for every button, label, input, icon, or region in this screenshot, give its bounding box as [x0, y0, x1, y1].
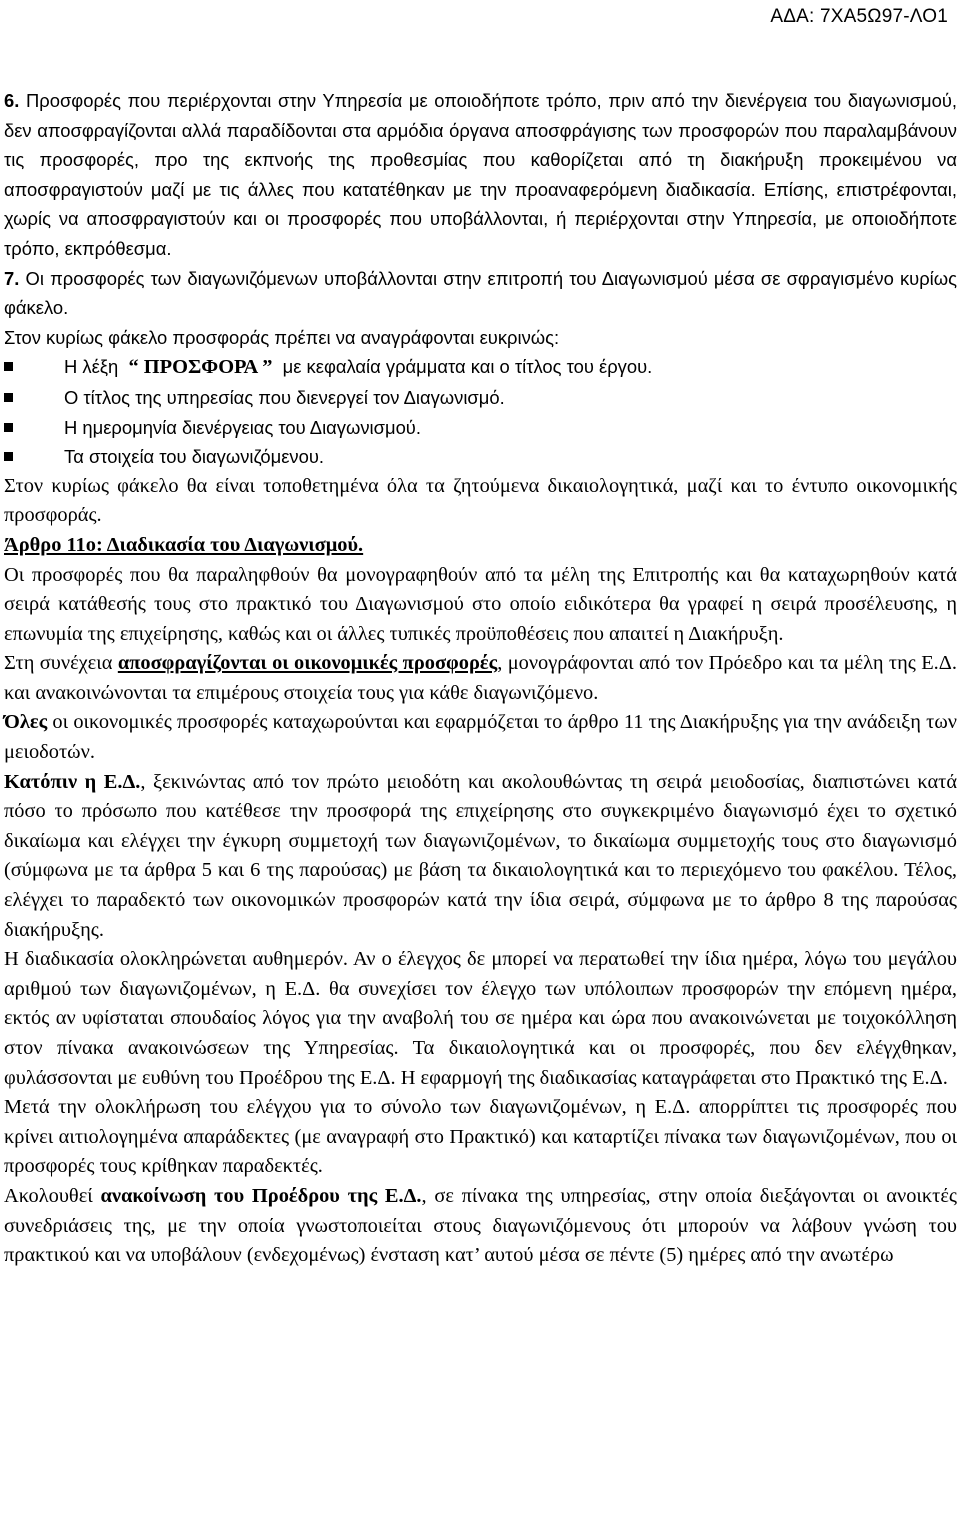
article-11-paragraph-3: [4, 708, 957, 767]
p2-bold: αποσφραγίζονται οι οικονομικές προσφορές: [117, 652, 498, 675]
bullet-item-1: [4, 352, 957, 383]
p3-bold: Όλες: [4, 711, 48, 734]
article-11-paragraph-6: Μετά την ολοκλήρωση του ελέγχου για το σύνολο των διαγωνιζομένων, η Ε.Δ. απορρίπτει τις προσφορές που κρίνει αιτιολογημένα απαράδεκτες (με αναγραφή στο Πρακτικό) και καταρτίζει πίνακα των διαγωνιζομένων, που οι προσφορές τους κρίθηκαν παραδεκτές.: [4, 1096, 957, 1178]
bullet-item-3: [4, 413, 957, 443]
item-6-paragraph: [4, 86, 957, 264]
bullet-1-post: με κεφαλαία γράμματα και ο τίτλος του έργου.: [282, 356, 653, 378]
article-11-paragraph-4: [4, 768, 957, 946]
envelope-intro: Στον κυρίως φάκελο προσφοράς πρέπει να αναγράφονται ευκρινώς:: [4, 326, 560, 348]
bullet-3-text: Η ημερομηνία διενέργειας του Διαγωνισμού.: [64, 416, 421, 438]
bullet-2-text: Ο τίτλος της υπηρεσίας που διενεργεί τον Διαγωνισμό.: [64, 386, 505, 408]
article-11-heading-text: Άρθρο 11ο: Διαδικασία του Διαγωνισμού.: [4, 533, 364, 556]
item-7-number: 7.: [4, 267, 20, 289]
square-bullet-icon: [4, 393, 13, 402]
square-bullet-icon: [4, 452, 13, 461]
bullet-item-2: [4, 383, 957, 413]
item-7-text: Οι προσφορές των διαγωνιζόμενων υποβάλλονται στην επιτροπή του Διαγωνισμού μέσα σε σφραγισμένο κυρίως φάκελο.: [4, 267, 957, 319]
item-6-text: Προσφορές που περιέρχονται στην Υπηρεσία με οποιοδήποτε τρόπο, πριν από την διενέργεια του διαγωνισμού, δεν αποσφραγίζονται αλλά παραδίδονται στα αρμόδια όργανα αποσφράγισης των προσφορών που παραλαμβάνουν τις προσφορές, προ της εκπνοής της προθεσμίας που καθορίζεται από τη διακήρυξη προκειμένου να αποσφραγιστούν μαζί με τις άλλες που κατατέθηκαν με την προαναφερόμενη διαδικασία. Επίσης, επιστρέφονται, χωρίς να αποσφραγιστούν και οι προσφορές που υποβάλλονται, ή περιέρχονται στην Υπηρεσία, με οποιοδήποτε τρόπο, εκπρόθεσμα.: [4, 90, 957, 259]
p7-post: , σε πίνακα της υπηρεσίας, στην οποία διεξάγονται οι ανοικτές συνεδριάσεις της, με την οποία γνωστοποιείται στους διαγωνιζόμενους ότι μπορούν να λάβουν γνώση του πρακτικού και να υποβάλουν (ενδεχομένως) ένσταση κατ’ αυτού μέσα σε πέντε (5) ημέρες από την ανωτέρω: [4, 1184, 957, 1267]
article-11-paragraph-7: [4, 1182, 957, 1271]
p4-post: , ξεκινώντας από τον πρώτο μειοδότη και ακολουθώντας τη σειρά μειοδοσίας, διαπιστώνει κατά πόσο το πρόσωπο που κατέθεσε την προσφορά της επιχείρησης στο συγκεκριμένο διαγωνισμό έχει το σχετικό δικαίωμα και ελέγχει την έγκυρη συμμετοχή των διαγωνιζομένων, το δικαίωμα συμμετοχής τους στο διαγωνισμό (σύμφωνα με τα άρθρα 5 και 6 της παρούσας) με βάση τα δικαιολογητικά και το περιεχόμενο του φακέλου. Τέλος, ελέγχει το παραδεκτό των οικονομικών προσφορών κατά την ίδια σειρά, σύμφωνα με το άρθρο 8 της παρούσας διακήρυξης.: [4, 770, 958, 941]
p2-pre: Στη συνέχεια: [4, 652, 113, 675]
p7-pre: Ακολουθεί: [4, 1184, 93, 1207]
bullet-item-4: [4, 442, 957, 472]
bullet-1-word: “ ΠΡΟΣΦΟΡΑ ”: [128, 356, 273, 379]
ada-code: ΑΔΑ: 7ΧΑ5Ω97-ΛΟ1: [770, 6, 948, 27]
article-11-paragraph-1: Οι προσφορές που θα παραληφθούν θα μονογραφηθούν από τα μέλη της Επιτροπής και θα καταχωρηθούν κατά σειρά κατάθεσής τους στο πρακτικό του Διαγωνισμού στο οποίο ειδικότερα θα γραφεί η σειρά προσέλευσης, η επωνυμία της επιχείρησης, καθώς και οι άλλες τυπικές προϋποθέσεις που απαιτεί η Διακήρυξη.: [4, 563, 957, 645]
p4-bold: Κατόπιν η Ε.Δ.: [4, 770, 141, 793]
item-7-paragraph: [4, 264, 957, 323]
square-bullet-icon: [4, 423, 13, 432]
bullet-4-text: Τα στοιχεία του διαγωνιζόμενου.: [64, 446, 324, 468]
square-bullet-icon: [4, 362, 13, 371]
p2-post: , μονογράφονται από τον Πρόεδρο και τα μέλη της Ε.Δ. και ανακοινώνονται τα επιμέρους στοιχεία τους για κάθε διαγωνιζόμενο.: [4, 652, 957, 704]
p7-bold: ανακοίνωση του Προέδρου της Ε.Δ.: [100, 1184, 422, 1207]
article-11-heading: [4, 531, 957, 561]
article-11-paragraph-2: [4, 649, 957, 708]
envelope-contents: Στον κυρίως φάκελο θα είναι τοποθετημένα όλα τα ζητούμενα δικαιολογητικά, μαζί και το έντυπο οικονομικής προσφοράς.: [4, 474, 957, 527]
document-body: [4, 86, 957, 1271]
p3-post: οι οικονομικές προσφορές καταχωρούνται και εφαρμόζεται το άρθρο 11 της Διακήρυξης για την ανάδειξη των μειοδοτών.: [4, 711, 957, 764]
article-11-paragraph-5: Η διαδικασία ολοκληρώνεται αυθημερόν. Αν ο έλεγχος δε μπορεί να περατωθεί την ίδια ημέρα, λόγω του μεγάλου αριθμού των διαγωνιζομένων, η Ε.Δ. θα συνεχίσει τον έλεγχο των υπόλοιπων προσφορών την επόμενη ημέρα, εκτός αν υφίσταται σπουδαίος λόγος για την αναβολή του σε ημέρα και ώρα που ανακοινώνεται με τοιχοκόλληση στον πίνακα ανακοινώσεων της Υπηρεσίας. Τα δικαιολογητικά και οι προσφορές, που δεν ελέγχθηκαν, φυλάσσονται με ευθύνη του Προέδρου της Ε.Δ. Η εφαρμογή της διαδικασίας καταγράφεται στο Πρακτικό της Ε.Δ.: [4, 948, 957, 1089]
bullet-1-pre: Η λέξη: [64, 356, 119, 378]
item-6-number: 6.: [4, 90, 20, 111]
